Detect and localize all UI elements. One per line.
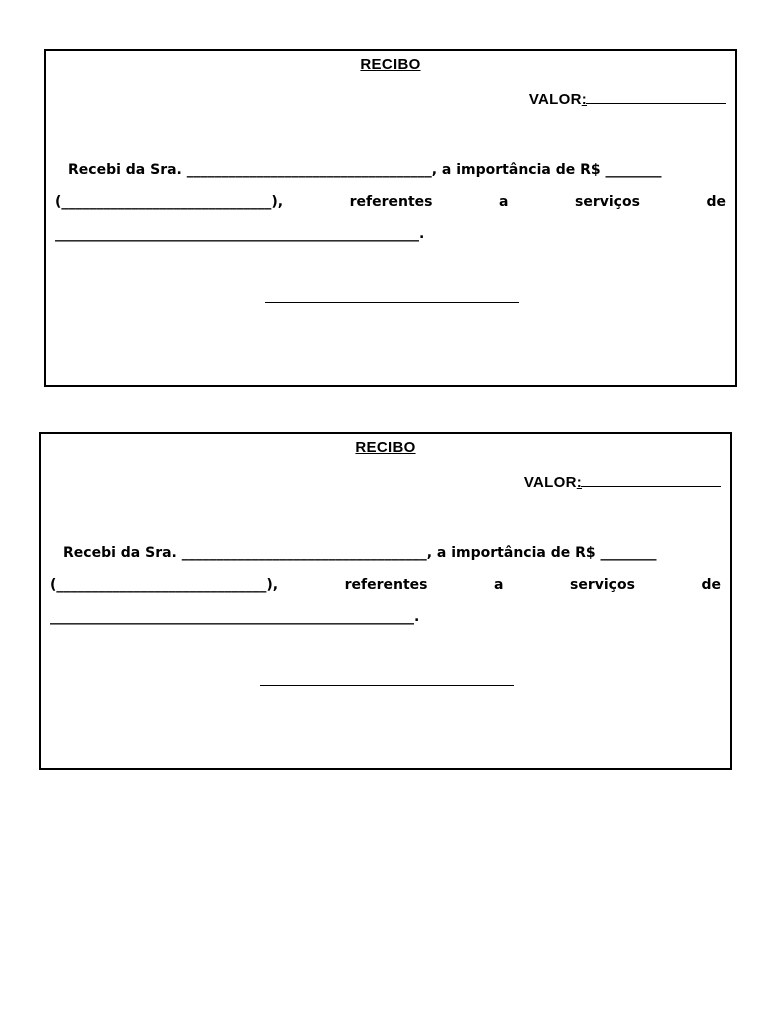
receipt-line-1 (55, 154, 726, 186)
receipt-line-2 (55, 186, 726, 218)
receipt-line-1 (50, 537, 721, 569)
receipt-title: RECIBO (355, 439, 416, 456)
word-a: a (499, 194, 509, 210)
receipt-card (39, 432, 732, 770)
word-referentes: referentes (344, 577, 428, 593)
receipt-title: RECIBO (360, 56, 421, 73)
valor-colon: : (581, 91, 587, 108)
valor-blank-line (586, 89, 726, 104)
word-a: a (494, 577, 504, 593)
word-servicos: serviços (570, 577, 635, 593)
signature-line (265, 302, 519, 303)
word-de: de (706, 194, 726, 210)
receipt-line-3 (50, 601, 721, 633)
valor-field (529, 89, 726, 108)
word-de: de (701, 577, 721, 593)
word-servicos: serviços (575, 194, 640, 210)
services-blank: ____________________________________________________. (50, 609, 420, 625)
received-from-text: Recebi da Sra. ___________________________________, a importância de R$ ________ (68, 162, 662, 178)
word-referentes: referentes (349, 194, 433, 210)
valor-label: VALOR (528, 91, 582, 108)
receipt-card (44, 49, 737, 387)
receipt-body (55, 154, 726, 250)
receipt-line-3 (55, 218, 726, 250)
amount-in-words-blank: (______________________________), (50, 577, 279, 593)
signature-line (260, 685, 514, 686)
valor-colon: : (576, 474, 582, 491)
valor-blank-line (581, 472, 721, 487)
received-from-text: Recebi da Sra. ___________________________________, a importância de R$ ________ (63, 545, 657, 561)
amount-in-words-blank: (______________________________), (55, 194, 284, 210)
receipt-line-2 (50, 569, 721, 601)
receipt-body (50, 537, 721, 633)
services-blank: ____________________________________________________. (55, 226, 425, 242)
valor-field (524, 472, 721, 491)
valor-label: VALOR (523, 474, 577, 491)
